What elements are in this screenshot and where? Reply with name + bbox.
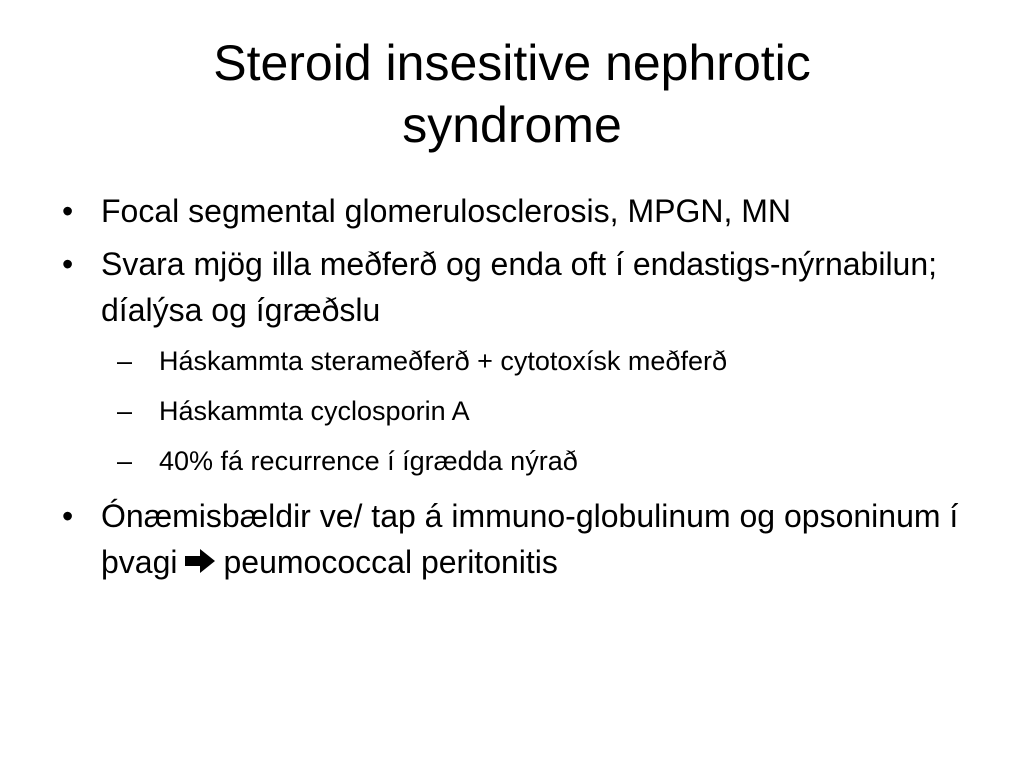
bullet-item-3 [60,493,970,588]
right-arrow-icon [184,540,216,586]
sub-bullet-marker: – [117,396,133,426]
sub-bullet-item-1 [115,343,970,379]
slide-title [60,32,964,156]
sub-bullet-marker: – [117,446,133,476]
bullet-text-2: Svara mjög illa meðferð og enda oft í endastigs-nýrnabilun; díalýsa og ígræðslu [101,246,938,328]
bullet-text-1: Focal segmental glomerulosclerosis, MPGN, MN [101,193,791,229]
bullet-list [60,188,970,595]
bullet-item-1 [60,188,970,234]
bullet-marker: • [62,246,74,282]
slide-title-line-1: Steroid insesitive nephrotic [213,35,811,91]
sub-bullet-item-3 [115,443,970,479]
sub-bullet-item-2 [115,393,970,429]
bullet-text-3-before: Ónæmisbældir ve/ tap á immuno-globulinum og opsoninum í þvagi [101,498,959,580]
bullet-marker: • [62,498,74,534]
bullet-item-2 [60,241,970,479]
sub-bullet-text-1: Háskammta sterameðferð + cytotoxísk meðferð [159,346,727,376]
bullet-marker: • [62,193,74,229]
slide-title-line-2: syndrome [402,97,622,153]
sub-bullet-marker: – [117,346,133,376]
bullet-text-3-after: peumococcal peritonitis [223,544,558,580]
sub-bullet-list [101,343,970,479]
sub-bullet-text-3: 40% fá recurrence í ígrædda nýrað [159,446,578,476]
sub-bullet-text-2: Háskammta cyclosporin A [159,396,470,426]
